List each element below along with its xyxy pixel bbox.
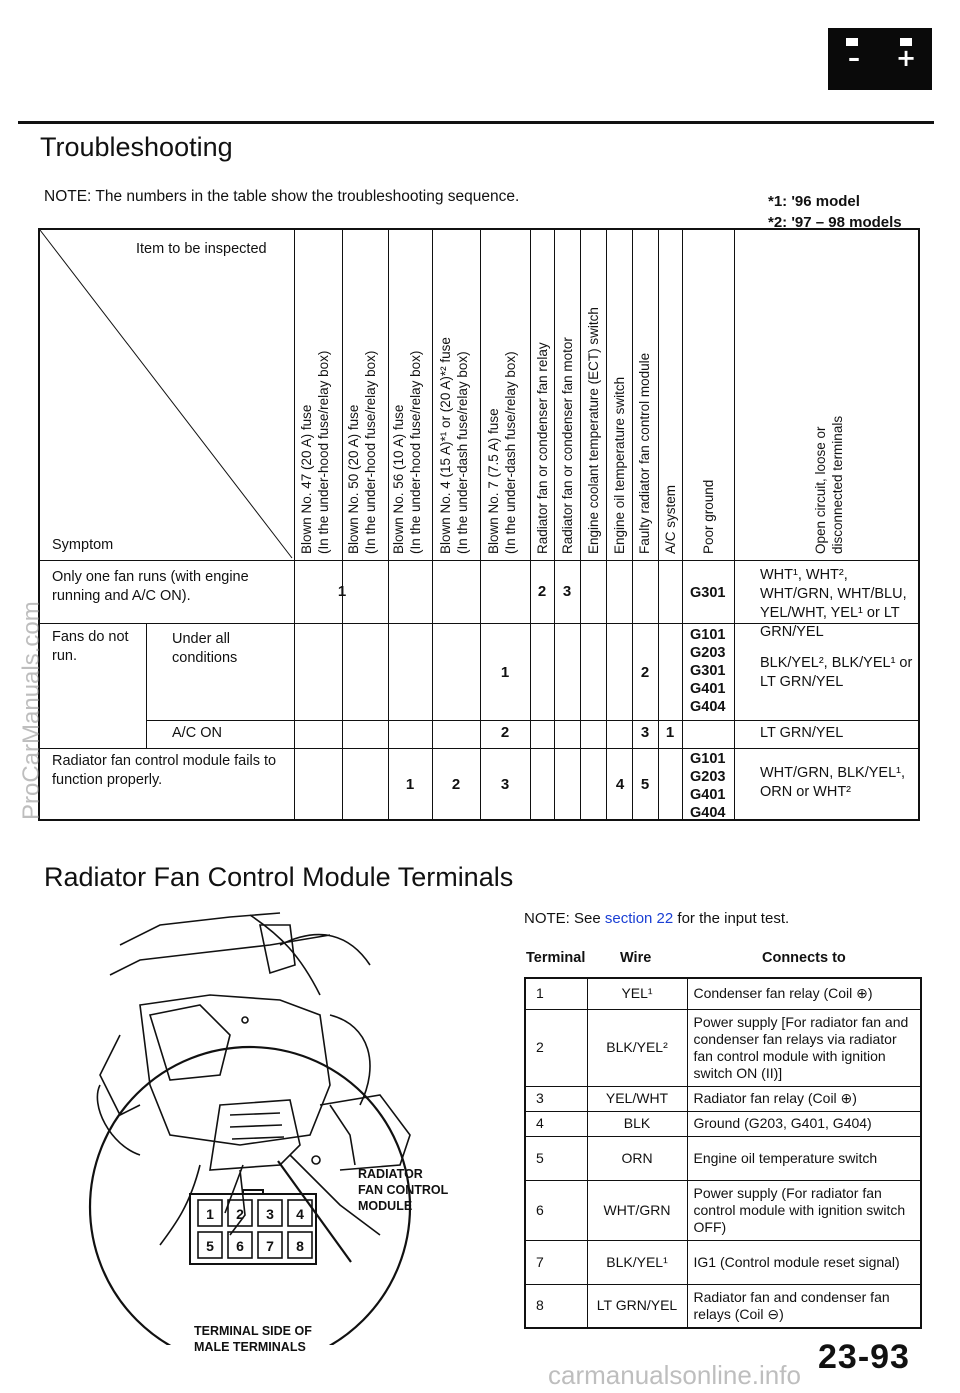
battery-minus-icon: –	[848, 44, 860, 72]
side-watermark: ProCarManuals.com	[18, 601, 45, 820]
troubleshooting-table	[38, 228, 920, 821]
seq-number: 2	[451, 776, 461, 793]
col-header-ect-switch: Engine coolant temperature (ECT) switch	[586, 307, 601, 554]
seq-number: 5	[640, 776, 650, 793]
connects-to: Power supply (For radiator fan control module with ignition switch OFF)	[687, 1180, 921, 1240]
connects-to: IG1 (Control module reset signal)	[687, 1240, 921, 1284]
grid-line	[146, 623, 147, 748]
battery-icon	[828, 28, 932, 90]
terminal-number: 5	[525, 1136, 587, 1180]
seq-number: 3	[562, 583, 572, 600]
col-header-fuse-47: Blown No. 47 (20 A) fuse (In the under-hood fuse/relay box)	[299, 350, 331, 554]
pin-8: 8	[296, 1238, 304, 1254]
grid-line	[606, 228, 607, 821]
terminal-side-callout: TERMINAL SIDE OF MALE TERMINALS	[194, 1324, 312, 1354]
top-rule	[18, 121, 934, 124]
open-circuit-wires: WHT/GRN, BLK/YEL¹, ORN or WHT²	[760, 765, 906, 800]
pin-2: 2	[236, 1206, 244, 1222]
page-title: Troubleshooting	[40, 132, 233, 162]
col-header-open-circuit: Open circuit, loose or disconnected terminals	[813, 415, 845, 554]
terminal-number: 3	[525, 1086, 587, 1111]
pin-4: 4	[296, 1206, 304, 1222]
seq-number: 1	[500, 664, 510, 681]
model-legend-2: *2: '97 – 98 models	[768, 214, 902, 231]
col-header-fuse-7: Blown No. 7 (7.5 A) fuse (In the under-dash fuse/relay box)	[486, 351, 518, 554]
section-22-link[interactable]: section 22	[604, 910, 674, 927]
wire-color: BLK/YEL¹	[587, 1240, 687, 1284]
seq-number: 1	[405, 776, 415, 793]
pin-5: 5	[206, 1238, 214, 1254]
grid-line	[342, 228, 343, 821]
terminal-number: 4	[525, 1111, 587, 1136]
condition-ac-on: A/C ON	[172, 725, 222, 741]
ground-code: G101 G203 G401 G404	[690, 751, 726, 821]
grid-line	[658, 228, 659, 821]
note-prefix: NOTE: See	[524, 910, 605, 927]
col-header-fuse-4: Blown No. 4 (15 A)*¹ or (20 A)*² fuse (In the under-dash fuse/relay box)	[438, 337, 470, 554]
module-illustration	[80, 905, 500, 1345]
open-circuit-wires: LT GRN/YEL	[760, 725, 844, 741]
corner-diagonal	[38, 228, 294, 560]
connects-to: Ground (G203, G401, G404)	[687, 1111, 921, 1136]
wire-color: YEL¹	[587, 978, 687, 1009]
table-row	[525, 1284, 921, 1328]
col-header-oil-switch: Engine oil temperature switch	[612, 376, 627, 554]
item-inspected-label: Item to be inspected	[136, 241, 267, 257]
seq-number: 3	[500, 776, 510, 793]
col-header-fuse-56: Blown No. 56 (10 A) fuse (In the under-hood fuse/relay box)	[391, 350, 423, 554]
table-row	[525, 1240, 921, 1284]
page-number: 23-93	[818, 1338, 910, 1376]
terminal-number: 6	[525, 1180, 587, 1240]
grid-line	[146, 720, 920, 721]
wire-color: YEL/WHT	[587, 1086, 687, 1111]
table-row	[525, 1136, 921, 1180]
terminal-number: 8	[525, 1284, 587, 1328]
open-circuit-wires: BLK/YEL², BLK/YEL¹ or LT GRN/YEL	[760, 655, 913, 690]
ground-code: G101 G203 G301 G401 G404	[690, 627, 726, 715]
symptom-fans-do-not-run: Fans do not run.	[52, 629, 129, 664]
seq-number: 3	[640, 724, 650, 741]
condition-all: Under all conditions	[172, 631, 238, 666]
symptom-label: Symptom	[52, 537, 114, 553]
connects-to: Condenser fan relay (Coil ⊕)	[687, 978, 921, 1009]
input-test-note	[524, 910, 789, 927]
connects-to: Radiator fan and condenser fan relays (Coil ⊖)	[687, 1284, 921, 1328]
sequence-note: NOTE: The numbers in the table show the troubleshooting sequence.	[44, 188, 520, 205]
model-legend-1: *1: '96 model	[768, 193, 860, 210]
grid-line	[580, 228, 581, 821]
grid-line	[480, 228, 481, 821]
col-head-terminal: Terminal	[526, 950, 586, 966]
table-row	[525, 1086, 921, 1111]
terminal-number: 1	[525, 978, 587, 1009]
symptom-one-fan-runs: Only one fan runs (with engine running and A/C ON).	[52, 569, 249, 604]
col-header-ac-system: A/C system	[663, 484, 678, 554]
wire-color: BLK/YEL²	[587, 1009, 687, 1086]
terminal-table	[524, 977, 922, 1329]
col-header-fuse-50: Blown No. 50 (20 A) fuse (In the under-hood fuse/relay box)	[346, 350, 378, 554]
terminal-number: 2	[525, 1009, 587, 1086]
grid-line	[530, 228, 531, 821]
table-row	[525, 1111, 921, 1136]
seq-number: 2	[640, 664, 650, 681]
pin-7: 7	[266, 1238, 274, 1254]
connects-to: Engine oil temperature switch	[687, 1136, 921, 1180]
wire-color: ORN	[587, 1136, 687, 1180]
grid-line	[432, 228, 433, 821]
seq-number: 4	[615, 776, 625, 793]
battery-plus-icon: +	[896, 44, 917, 72]
connects-to: Radiator fan relay (Coil ⊕)	[687, 1086, 921, 1111]
wire-color: LT GRN/YEL	[587, 1284, 687, 1328]
table-row	[525, 978, 921, 1009]
ground-code: G301	[690, 585, 726, 601]
section-title-terminals: Radiator Fan Control Module Terminals	[44, 862, 514, 892]
grid-line	[388, 228, 389, 821]
module-callout: RADIATOR FAN CONTROL MODULE	[358, 1167, 449, 1213]
grid-line	[38, 748, 920, 749]
grid-line	[682, 228, 683, 821]
table-row	[525, 1009, 921, 1086]
col-head-wire: Wire	[620, 950, 652, 966]
terminal-number: 7	[525, 1240, 587, 1284]
pin-6: 6	[236, 1238, 244, 1254]
connects-to: Power supply [For radiator fan and condenser fan relays via radiator fan control module with ignition switch ON (II)]	[687, 1009, 921, 1086]
seq-number: 2	[537, 583, 547, 600]
grid-line	[734, 228, 735, 821]
wire-color: WHT/GRN	[587, 1180, 687, 1240]
grid-line	[554, 228, 555, 821]
wire-color: BLK	[587, 1111, 687, 1136]
connector-pins	[188, 1188, 318, 1268]
seq-number: 2	[500, 724, 510, 741]
seq-number: 1	[337, 583, 347, 600]
grid-line	[294, 228, 295, 821]
grid-line	[632, 228, 633, 821]
table-row	[525, 1180, 921, 1240]
bottom-watermark: carmanualsonline.info	[548, 1360, 801, 1390]
col-header-poor-ground: Poor ground	[701, 479, 716, 554]
pin-1: 1	[206, 1206, 214, 1222]
col-header-control-module: Faulty radiator fan control module	[637, 352, 652, 554]
note-suffix: for the input test.	[673, 910, 790, 927]
symptom-module-fails: Radiator fan control module fails to function properly.	[52, 753, 277, 788]
grid-line	[38, 560, 920, 561]
open-circuit-wires: WHT¹, WHT², WHT/GRN, WHT/BLU, YEL/WHT, YEL¹ or LT GRN/YEL	[760, 567, 907, 640]
col-head-connects: Connects to	[762, 950, 846, 966]
col-header-fan-motor: Radiator fan or condenser fan motor	[560, 337, 575, 554]
seq-number: 1	[665, 724, 675, 741]
col-header-fan-relay: Radiator fan or condenser fan relay	[535, 342, 550, 554]
pin-3: 3	[266, 1206, 274, 1222]
